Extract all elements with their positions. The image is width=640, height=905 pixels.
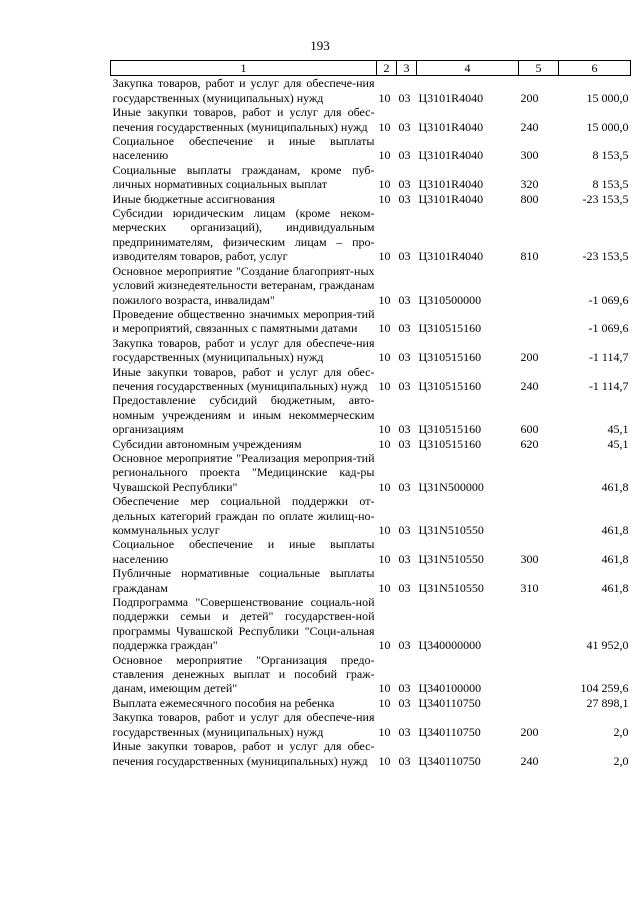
target-article-cell: Ц340110750: [418, 724, 481, 739]
target-article-cell: Ц31N510550: [418, 580, 484, 595]
subsection-cell: 03: [398, 148, 411, 163]
subsection-cell: 03: [398, 292, 411, 307]
row-name-cell: Основное мероприятие "Организация предо-ставления денежных выплат и пособий граж-данам, имеющим детей": [112, 652, 375, 696]
expense-type-cell: 240: [520, 753, 539, 768]
row-name-cell: Публичные нормативные социальные выплаты гражданам: [112, 566, 375, 595]
section-cell: 10: [378, 681, 391, 696]
section-cell: 10: [378, 724, 391, 739]
subsection-cell: 03: [398, 119, 411, 134]
row-name-cell: Подпрограмма "Совершенствование социаль-ной поддержки семьи и детей" государствен-ной программы Чувашской Республики "Соци-альная поддержка граждан": [112, 595, 375, 653]
amount-cell: 8 153,5: [592, 148, 629, 163]
expense-type-cell: 200: [520, 724, 539, 739]
table-row: [111, 365, 631, 394]
table-row: [111, 653, 631, 696]
expense-type-cell: 200: [520, 90, 539, 105]
subsection-cell: 03: [398, 191, 411, 206]
target-article-cell: Ц31N510550: [418, 551, 484, 566]
expense-type-cell: 300: [520, 551, 539, 566]
section-cell: 10: [378, 378, 391, 393]
subsection-cell: 03: [398, 695, 411, 710]
target-article-cell: Ц310500000: [418, 292, 482, 307]
expense-type-cell: [519, 451, 559, 494]
amount-cell: 461,8: [601, 551, 629, 566]
section-cell: 10: [378, 436, 391, 451]
table-row: [111, 264, 631, 307]
header-cell: 4: [417, 61, 519, 76]
amount-cell: 15 000,0: [586, 119, 629, 134]
row-name-cell: Субсидии юридическим лицам (кроме неком-мерческих организаций), индивидуальным предпринимателям, физическим лицам – про-изводителям товаров, работ, услуг: [112, 206, 375, 264]
section-cell: 10: [378, 638, 391, 653]
target-article-cell: Ц31N500000: [418, 479, 484, 494]
amount-cell: 45,1: [607, 422, 629, 437]
expense-type-cell: [519, 307, 559, 336]
table-row: [111, 437, 631, 451]
table-row: [111, 307, 631, 336]
target-article-cell: Ц310515160: [418, 436, 482, 451]
amount-cell: 8 153,5: [592, 177, 629, 192]
subsection-cell: 03: [398, 638, 411, 653]
section-cell: 10: [378, 695, 391, 710]
table-row: [111, 206, 631, 264]
header-cell: 5: [519, 61, 559, 76]
row-name-cell: Субсидии автономным учреждениям: [112, 436, 302, 451]
table-row: [111, 566, 631, 595]
row-name-cell: Социальное обеспечение и иные выплаты населению: [112, 134, 375, 163]
row-name-cell: Закупка товаров, работ и услуг для обеспече-ния государственных (муниципальных) нужд: [112, 76, 375, 105]
subsection-cell: 03: [398, 422, 411, 437]
section-cell: 10: [378, 580, 391, 595]
row-name-cell: Иные закупки товаров, работ и услуг для обес-печения государственных (муниципальных) нужд: [112, 364, 375, 393]
table-row: [111, 336, 631, 365]
expense-type-cell: [519, 494, 559, 537]
target-article-cell: Ц340000000: [418, 638, 482, 653]
target-article-cell: Ц310515160: [418, 321, 482, 336]
subsection-cell: 03: [398, 321, 411, 336]
expense-type-cell: 310: [520, 580, 539, 595]
section-cell: 10: [378, 321, 391, 336]
section-cell: 10: [378, 350, 391, 365]
table-row: [111, 134, 631, 163]
header-cell: 2: [377, 61, 397, 76]
amount-cell: 461,8: [601, 523, 629, 537]
target-article-cell: Ц340110750: [418, 695, 481, 710]
row-name-cell: Предоставление субсидий бюджетным, авто-номным учреждениям и иным некоммерческим организациям: [112, 393, 375, 437]
row-name-cell: Основное мероприятие "Реализация мероприя-тий регионального проекта "Медицинские кад-ры Чувашской Республики": [112, 450, 375, 494]
page-number: 193: [310, 38, 330, 53]
expense-type-cell: [519, 696, 559, 710]
section-cell: 10: [378, 551, 391, 566]
section-cell: 10: [378, 119, 391, 134]
table-row: [111, 494, 631, 537]
amount-cell: -1 114,7: [588, 350, 629, 365]
amount-cell: 2,0: [613, 753, 629, 768]
row-name-cell: Проведение общественно значимых мероприя-тий и мероприятий, связанных с памятными датами: [112, 306, 375, 336]
section-cell: 10: [378, 523, 391, 537]
amount-cell: -1 069,6: [588, 321, 629, 336]
target-article-cell: Ц3101R4040: [418, 119, 484, 134]
target-article-cell: Ц310515160: [418, 422, 482, 437]
amount-cell: 27 898,1: [586, 695, 629, 710]
target-article-cell: Ц310515160: [418, 378, 482, 393]
target-article-cell: Ц3101R4040: [418, 148, 484, 163]
header-cell: 3: [397, 61, 417, 76]
expense-type-cell: 240: [520, 378, 539, 393]
section-cell: 10: [378, 479, 391, 494]
table-row: [111, 451, 631, 494]
table-row: [111, 163, 631, 192]
row-name-cell: Закупка товаров, работ и услуг для обеспече-ния государственных (муниципальных) нужд: [112, 335, 375, 365]
target-article-cell: Ц3101R4040: [418, 90, 484, 105]
table-row: [111, 105, 631, 134]
target-article-cell: Ц340100000: [418, 681, 482, 696]
expense-type-cell: 600: [520, 422, 539, 437]
section-cell: 10: [378, 292, 391, 307]
subsection-cell: 03: [398, 90, 411, 105]
section-cell: 10: [378, 753, 391, 768]
row-name-cell: Социальное обеспечение и иные выплаты населению: [112, 537, 375, 566]
section-cell: 10: [378, 148, 391, 163]
subsection-cell: 03: [398, 436, 411, 451]
expense-type-cell: [519, 264, 559, 307]
expense-type-cell: 620: [520, 436, 539, 451]
expense-type-cell: 240: [520, 119, 539, 134]
header-cell: 1: [111, 61, 377, 76]
subsection-cell: 03: [398, 249, 411, 264]
row-name-cell: Иные бюджетные ассигнования: [112, 191, 275, 206]
subsection-cell: 03: [398, 753, 411, 768]
amount-cell: 104 259,6: [580, 681, 629, 696]
section-cell: 10: [378, 90, 391, 105]
header-row: [111, 61, 631, 76]
table-row: [111, 537, 631, 566]
subsection-cell: 03: [398, 177, 411, 192]
amount-cell: 2,0: [613, 724, 629, 739]
row-name-cell: Иные закупки товаров, работ и услуг для обес-печения государственных (муниципальных) нужд: [112, 105, 375, 134]
target-article-cell: Ц3101R4040: [418, 191, 484, 206]
budget-table: [110, 60, 631, 768]
row-name-cell: Основное мероприятие "Создание благоприят-ных условий жизнедеятельности ветеранам, гражданам пожилого возраста, инвалидам": [112, 263, 375, 307]
amount-cell: 45,1: [607, 436, 629, 451]
subsection-cell: 03: [398, 350, 411, 365]
expense-type-cell: 810: [520, 249, 539, 264]
table-row: [111, 192, 631, 206]
row-name-cell: Иные закупки товаров, работ и услуг для обес-печения государственных (муниципальных) нужд: [112, 739, 375, 768]
table-row: [111, 76, 631, 105]
amount-cell: -23 153,5: [582, 191, 629, 206]
target-article-cell: Ц340110750: [418, 753, 481, 768]
expense-type-cell: 320: [520, 177, 539, 192]
subsection-cell: 03: [398, 551, 411, 566]
amount-cell: -1 114,7: [588, 378, 629, 393]
target-article-cell: Ц3101R4040: [418, 177, 484, 192]
header-cell: 6: [559, 61, 631, 76]
expense-type-cell: 800: [520, 191, 539, 206]
subsection-cell: 03: [398, 681, 411, 696]
row-name-cell: Социальные выплаты гражданам, кроме пуб-личных нормативных социальных выплат: [112, 162, 375, 192]
section-cell: 10: [378, 191, 391, 206]
amount-cell: -23 153,5: [582, 249, 629, 264]
subsection-cell: 03: [398, 479, 411, 494]
row-name-cell: Выплата ежемесячного пособия на ребенка: [112, 695, 335, 710]
row-name-cell: Закупка товаров, работ и услуг для обеспече-ния государственных (муниципальных) нужд: [112, 710, 375, 739]
amount-cell: 461,8: [601, 479, 629, 494]
table-row: [111, 696, 631, 710]
table-row: [111, 393, 631, 436]
target-article-cell: Ц310515160: [418, 350, 482, 365]
section-cell: 10: [378, 177, 391, 192]
table-row: [111, 595, 631, 653]
row-name-cell: Обеспечение мер социальной поддержки от-дельных категорий граждан по оплате жилищ-но-коммунальных услуг: [112, 494, 375, 537]
amount-cell: 461,8: [601, 580, 629, 595]
subsection-cell: 03: [398, 523, 411, 537]
expense-type-cell: 200: [520, 350, 539, 365]
expense-type-cell: [519, 653, 559, 696]
section-cell: 10: [378, 422, 391, 437]
subsection-cell: 03: [398, 724, 411, 739]
table-row: [111, 710, 631, 739]
expense-type-cell: [519, 595, 559, 653]
target-article-cell: Ц3101R4040: [418, 249, 484, 264]
section-cell: 10: [378, 249, 391, 264]
subsection-cell: 03: [398, 378, 411, 393]
target-article-cell: Ц31N510550: [418, 523, 484, 537]
table-row: [111, 739, 631, 768]
amount-cell: 41 952,0: [586, 638, 629, 653]
expense-type-cell: 300: [520, 148, 539, 163]
amount-cell: 15 000,0: [586, 90, 629, 105]
amount-cell: -1 069,6: [588, 292, 629, 307]
subsection-cell: 03: [398, 580, 411, 595]
